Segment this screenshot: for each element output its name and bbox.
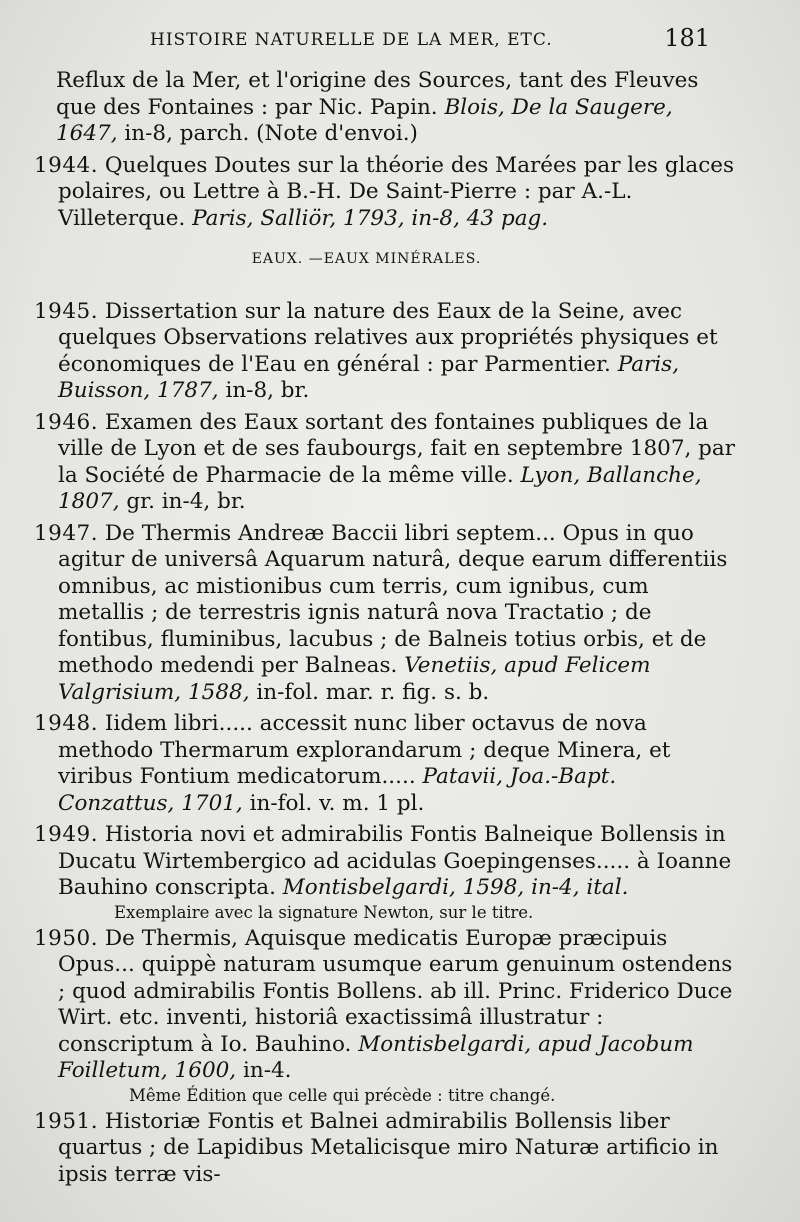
entry-imprint: Montisbelgardi, 1598,	[282, 875, 525, 900]
entry-number: 1945.	[34, 298, 99, 324]
entry-1945	[34, 299, 739, 405]
entry-note: (Note d'envoi.)	[256, 121, 418, 146]
running-header	[150, 24, 710, 52]
entry-number: 1951.	[34, 1108, 99, 1134]
entry-number: 1944.	[34, 152, 99, 178]
entry-number: 1950.	[34, 925, 99, 951]
entry-1950	[34, 926, 739, 1085]
entry-format: in-8, parch.	[124, 121, 250, 146]
entry-number: 1947.	[34, 520, 99, 546]
entry-imprint: Paris, Salliör, 1793, in-8, 43 pag.	[192, 205, 549, 231]
entry-text: Quelques Doutes sur la théorie des Marées par les glaces polaires, ou Lettre à B.-H. De Saint-Pierre : par A.-L. Villeterque.	[58, 152, 735, 231]
entry-text: Iidem libri..... accessit nunc liber octavus de nova methodo Thermarum explorandarum ; deque Minera, et viribus Fontium medicatorum.....	[58, 711, 671, 789]
page-body	[34, 68, 739, 1188]
entry-imprint: Patavii, Joa.-Bapt. Conzattus, 1701,	[58, 764, 617, 816]
entry-format: in-8, br.	[225, 378, 310, 403]
entry-number: 1948.	[34, 711, 99, 736]
entry-imprint: Blois, De la Saugere, 1647,	[56, 94, 673, 146]
entry-format: in-4, ital.	[531, 875, 629, 900]
entry-text: Examen des Eaux sortant des fontaines publiques de la ville de Lyon et de ses faubourgs, fait en septembre 1807, par la Société de Pharmacie de la même ville.	[58, 409, 736, 488]
entry-format: in-fol. v. m. 1 pl.	[249, 790, 425, 816]
entry-text: Historiæ Fontis et Balnei admirabilis Bollensis liber quartus ; de Lapidibus Metalicisque miro Naturæ artificio in ipsis terræ vis-	[58, 1108, 719, 1187]
entry-text: Reflux de la Mer, et l'origine des Sources, tant des Fleuves que des Fontaines : par Nic. Papin.	[56, 68, 699, 120]
entry-text: De Thermis Andreæ Baccii libri septem... Opus in quo agitur de universâ Aquarum naturâ, deque earum differentiis omnibus, ac mistionibus cum terris, cum ignibus, cum metallis ; de terrestris ignis naturâ nova Tractatio ; de fontibus, fluminibus, lacubus ; de Balneis totius orbis, et de methodo medendi per Balneas.	[58, 520, 728, 678]
entry-imprint: Lyon, Ballanche, 1807,	[58, 462, 702, 514]
entry-format: gr. in-4, br.	[126, 489, 246, 514]
entry-note: Exemplaire avec la signature Newton, sur le titre.	[114, 902, 534, 922]
entry-1944	[34, 153, 739, 233]
continued-entry	[34, 68, 739, 148]
entry-text: De Thermis, Aquisque medicatis Europæ præcipuis Opus... quippè naturam usumque earum genuinum ostendens ; quod admirabilis Fontis Bollens. ab ill. Princ. Friderico Duce Wirt. etc. inventi, historiâ exactissimâ illustratur : conscriptum à Io. Bauhino.	[58, 925, 733, 1057]
entry-1951	[34, 1109, 739, 1189]
entry-imprint: Paris, Buisson, 1787,	[58, 351, 680, 403]
entry-format: in-fol. mar. r. fig. s. b.	[256, 679, 490, 705]
entry-number: 1949.	[34, 822, 99, 847]
entry-1948	[34, 711, 739, 817]
entry-1946	[34, 410, 739, 516]
entry-text: Historia novi et admirabilis Fontis Balneique Bollensis in Ducatu Wirtembergico ad acidulas Goepingenses..... à Ioanne Bauhino conscripta.	[58, 822, 732, 900]
entry-format: in-4.	[242, 1058, 292, 1083]
entry-number: 1946.	[34, 409, 99, 435]
entry-imprint: Montisbelgardi, apud Jacobum Foilletum, 1600,	[58, 1031, 694, 1083]
entry-note: Même Édition que celle qui précède : titre changé.	[129, 1085, 556, 1105]
entry-imprint: Venetiis, apud Felicem Valgrisium, 1588,	[58, 653, 651, 705]
page-number: 181	[664, 24, 710, 52]
section-title: EAUX. —EAUX MINÉRALES.	[251, 251, 482, 267]
entry-text: Dissertation sur la nature des Eaux de la Seine, avec quelques Observations relatives aux propriétés physiques et économiques de l'Eau en général : par Parmentier.	[58, 298, 718, 377]
entry-1949	[34, 822, 739, 902]
entry-1947	[34, 521, 739, 707]
running-title: HISTOIRE NATURELLE DE LA MER, ETC.	[150, 30, 553, 50]
